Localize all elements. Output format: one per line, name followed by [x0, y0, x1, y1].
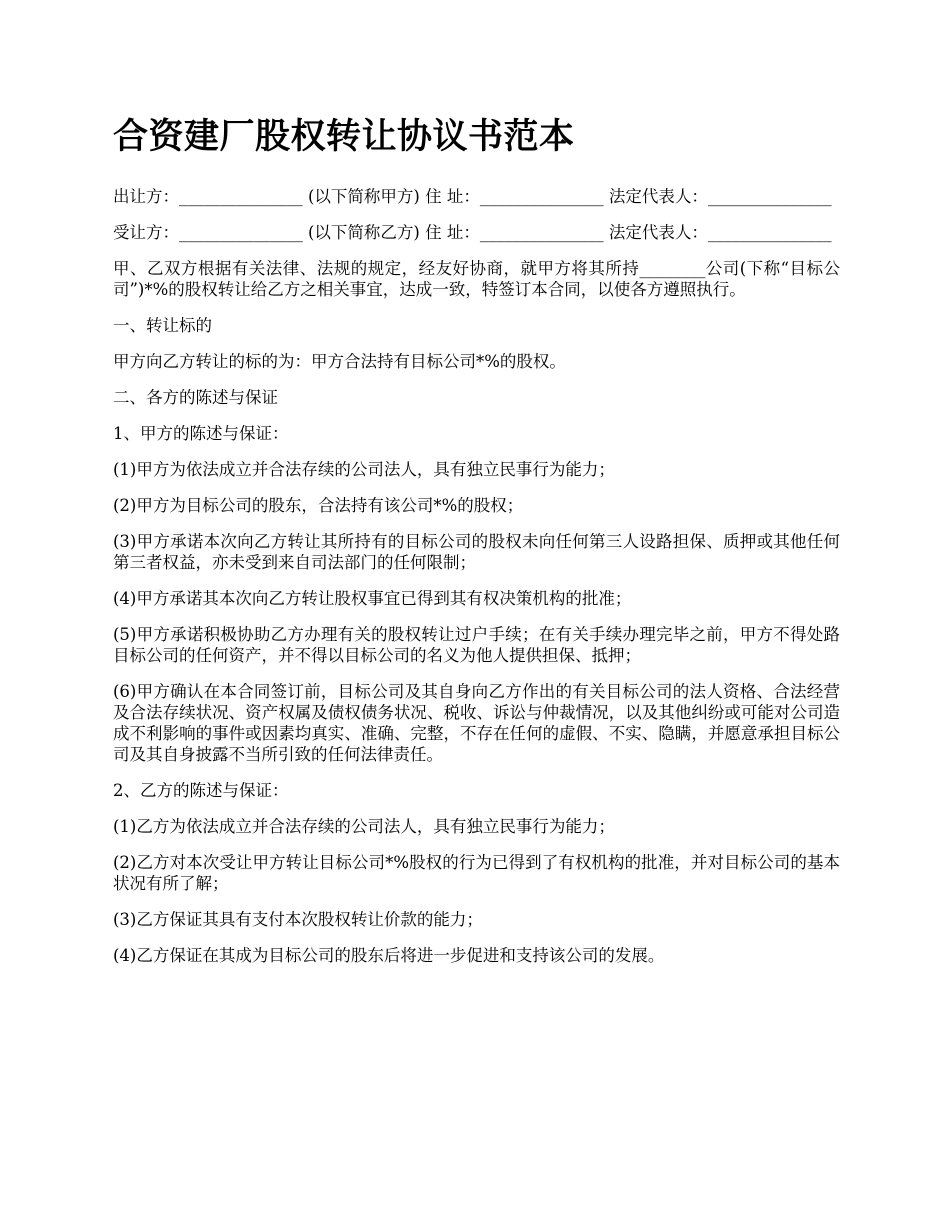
party-a-representations-heading: 1、甲方的陈述与保证：	[113, 424, 289, 443]
party-b-clause-3: (3)乙方保证其具有支付本次股权转让价款的能力；	[113, 910, 483, 929]
preamble-paragraph: 甲、乙双方根据有关法律、法规的规定，经友好协商，就甲方将其所持________公司(下称“目标公司”)*%的股权转让给乙方之相关事宜，达成一致，特签订本合同，以使各方遵照执行。	[113, 259, 840, 299]
party-b-representations-heading: 2、乙方的陈述与保证：	[113, 781, 289, 800]
transfer-subject-paragraph: 甲方向乙方转让的标的为：甲方合法持有目标公司*%的股权。	[113, 352, 566, 371]
party-b-clause-1: (1)乙方为依法成立并合法存续的公司法人，具有独立民事行为能力；	[113, 817, 615, 836]
party-a-clause-4: (4)甲方承诺其本次向乙方转让股权事宜已得到其有权决策机构的批准；	[113, 589, 632, 608]
party-a-clause-1: (1)甲方为依法成立并合法存续的公司法人，具有独立民事行为能力；	[113, 460, 615, 479]
transferor-line: 出让方：_______________ (以下简称甲方) 住 址：_______________ 法定代表人：_______________	[113, 187, 832, 206]
transferee-line: 受让方：_______________ (以下简称乙方) 住 址：_______________ 法定代表人：_______________	[113, 223, 832, 242]
document-title: 合资建厂股权转让协议书范本	[113, 117, 575, 157]
document-page	[113, 112, 840, 981]
party-a-clause-2: (2)甲方为目标公司的股东，合法持有该公司*%的股权；	[113, 496, 524, 515]
party-b-clause-2: (2)乙方对本次受让甲方转让目标公司*%股权的行为已得到了有权机构的批准，并对目标公司的基本状况有所了解；	[113, 853, 840, 893]
party-a-clause-3: (3)甲方承诺本次向乙方转让其所持有的目标公司的股权未向任何第三人设路担保、质押或其他任何第三者权益，亦未受到来自司法部门的任何限制；	[113, 532, 840, 572]
section-heading-transfer-subject: 一、转让标的	[113, 316, 212, 335]
party-a-clause-5: (5)甲方承诺积极协助乙方办理有关的股权转让过户手续；在有关手续办理完毕之前，甲方不得处路目标公司的任何资产，并不得以目标公司的名义为他人提供担保、抵押；	[113, 625, 840, 665]
party-a-clause-6: (6)甲方确认在本合同签订前，目标公司及其自身向乙方作出的有关目标公司的法人资格、合法经营及合法存续状况、资产权属及债权债务状况、税收、诉讼与仲裁情况，以及其他纠纷或可能对公司造成不利影响的事件或因素均真实、准确、完整，不存在任何的虚假、不实、隐瞒，并愿意承担目标公司及其自身披露不当所引致的任何法律责任。	[113, 682, 840, 764]
section-heading-representations: 二、各方的陈述与保证	[113, 388, 278, 407]
party-b-clause-4: (4)乙方保证在其成为目标公司的股东后将进一步促进和支持该公司的发展。	[113, 946, 665, 965]
